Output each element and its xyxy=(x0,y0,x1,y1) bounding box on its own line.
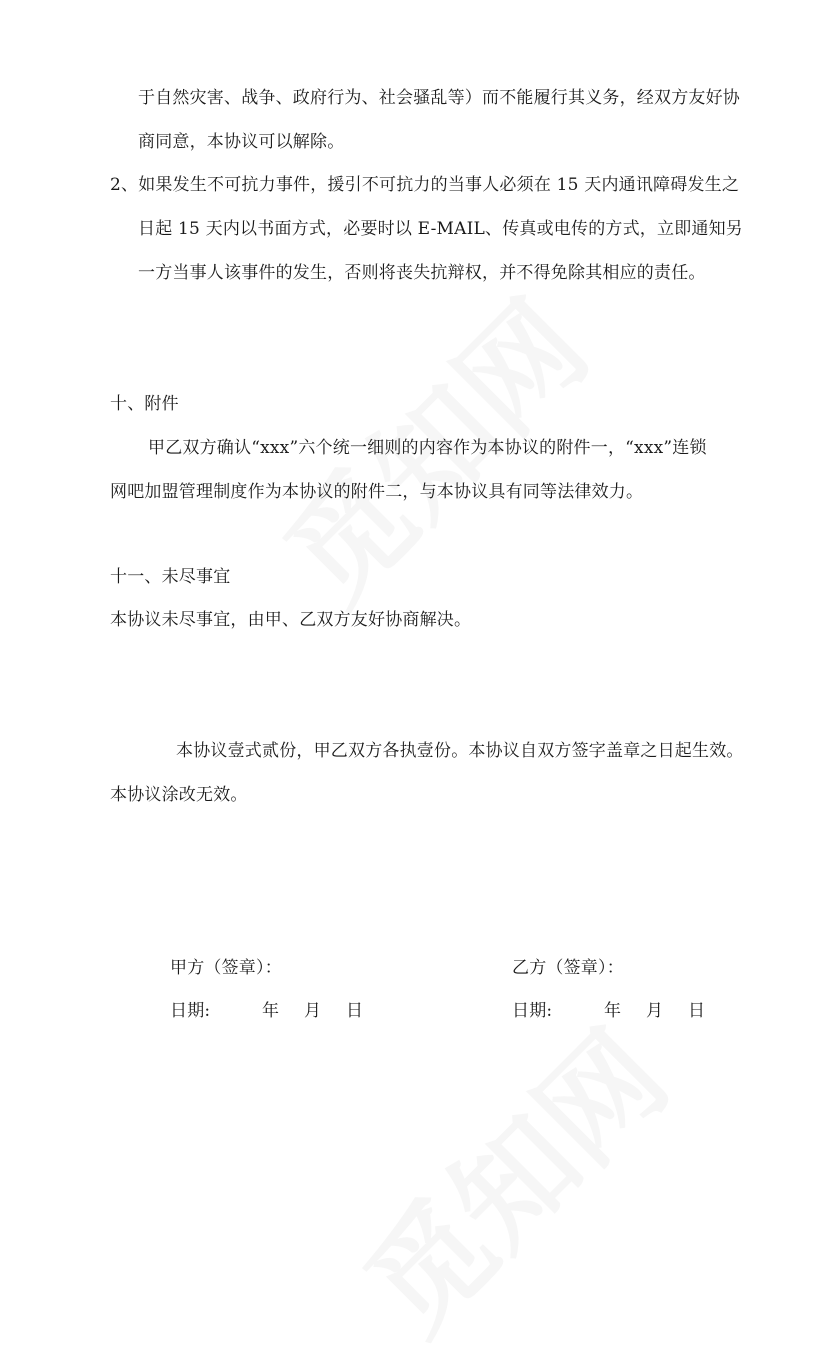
force-majeure-para2-line2: 日起 15 天内以书面方式，必要时以 E-MAIL、传真或电传的方式，立即通知另 xyxy=(138,219,743,239)
party-b-year: 年 xyxy=(604,1001,622,1021)
force-majeure-para1-line2: 商同意，本协议可以解除。 xyxy=(138,132,345,152)
party-a-signature-label: 甲方（签章）： xyxy=(170,958,282,978)
party-a-month: 月 xyxy=(304,1001,322,1021)
force-majeure-para2-line3: 一方当事人该事件的发生，否则将丧失抗辩权，并不得免除其相应的责任。 xyxy=(138,263,706,283)
party-b-signature-label: 乙方（签章）： xyxy=(512,958,624,978)
party-b-day: 日 xyxy=(688,1001,706,1021)
force-majeure-para1-line1: 于自然灾害、战争、政府行为、社会骚乱等）而不能履行其义务，经双方友好协 xyxy=(138,88,740,108)
force-majeure-para2-line1: 2、如果发生不可抗力事件，援引不可抗力的当事人必须在 15 天内通讯障碍发生之 xyxy=(110,175,740,195)
attachments-heading: 十、附件 xyxy=(110,394,179,414)
party-b-month: 月 xyxy=(646,1001,664,1021)
party-b-date-label: 日期: xyxy=(512,1001,553,1021)
attachments-body-line2: 网吧加盟管理制度作为本协议的附件二，与本协议具有同等法律效力。 xyxy=(110,482,644,502)
attachments-body-line1: 甲乙双方确认“xxx”六个统一细则的内容作为本协议的附件一，“xxx”连锁 xyxy=(148,438,707,458)
unresolved-heading: 十一、未尽事宜 xyxy=(110,567,231,587)
party-a-year: 年 xyxy=(262,1001,280,1021)
party-a-date-label: 日期: xyxy=(170,1001,211,1021)
closing-line1: 本协议壹式贰份，甲乙双方各执壹份。本协议自双方签字盖章之日起生效。 xyxy=(176,741,744,761)
unresolved-body: 本协议未尽事宜，由甲、乙双方友好协商解决。 xyxy=(110,610,472,630)
watermark-bottom xyxy=(322,988,698,1364)
closing-line2: 本协议涂改无效。 xyxy=(110,785,248,805)
party-a-day: 日 xyxy=(346,1001,364,1021)
